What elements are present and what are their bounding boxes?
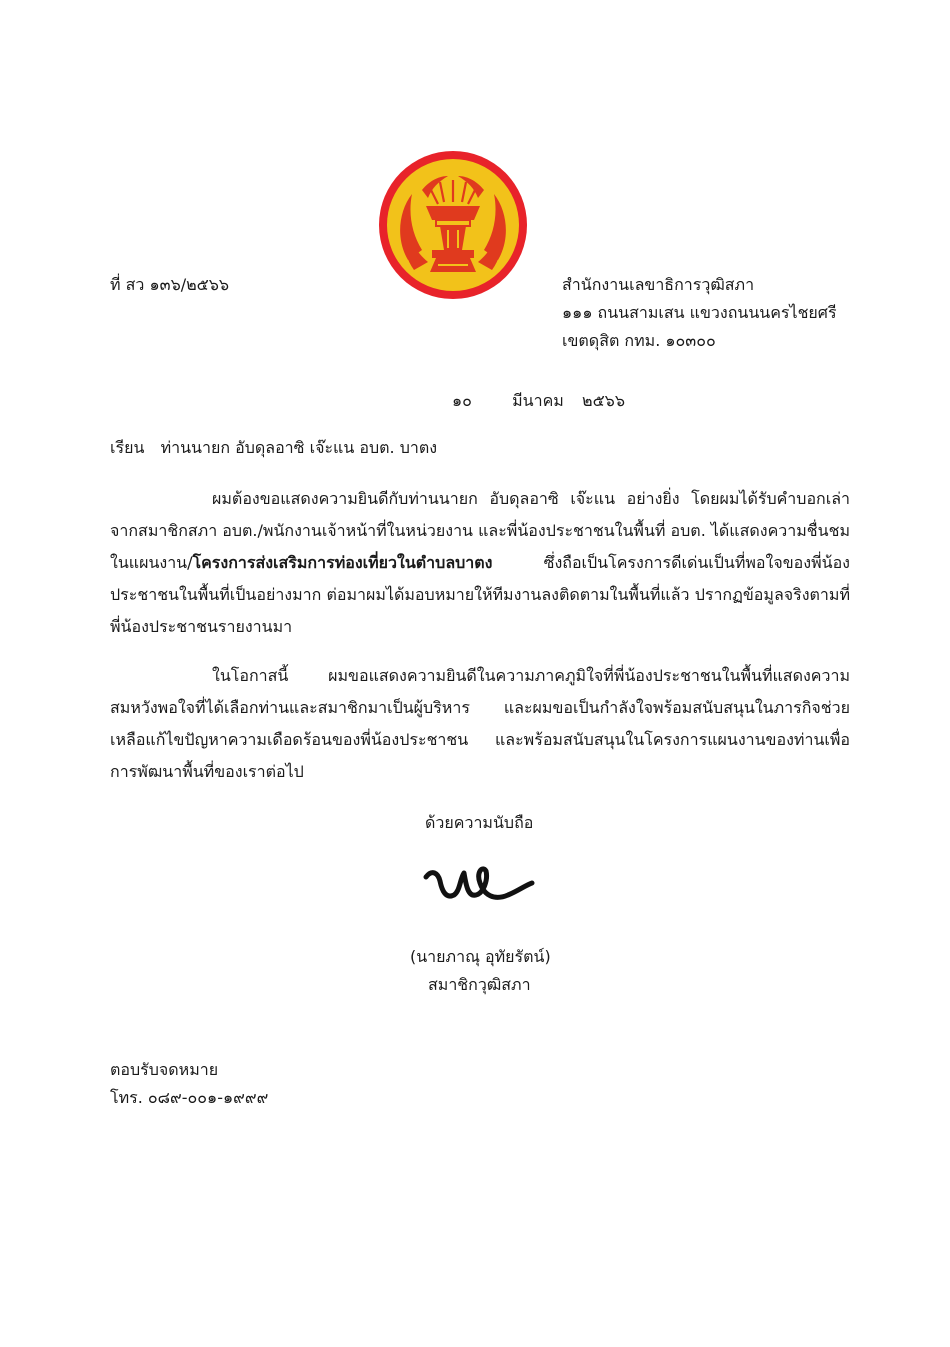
letter-date	[452, 389, 625, 414]
body-paragraph-2	[110, 660, 850, 788]
contact-phone: โทร. ๐๘๙-๐๐๑-๑๙๙๙	[110, 1088, 269, 1107]
paragraph-1-text-a: ผมต้องขอแสดงความยินดีกับท่านนายก อับดุลอาซิ เจ๊ะแน อย่างยิ่ง โดยผมได้รับคำบอกเล่าจากสมาชิกสภา อบต./พนักงานเจ้าหน้าที่ในหน่วยงาน และพี่น้องประชาชนในพื้นที่ อบต. ได้แสดงความชื่นชมในแผนงาน/	[110, 489, 851, 572]
office-name: สำนักงานเลขาธิการวุฒิสภา	[562, 275, 755, 294]
paragraph-2-text: ในโอกาสนี้ ผมขอแสดงความยินดีในความภาคภูมิใจที่พี่น้องประชาชนในพื้นที่แสดงความสมหวังพอใจที่ได้เลือกท่านและสมาชิกมาเป็นผู้บริหาร และผมขอเป็นกำลังใจพร้อมสนับสนุนในภารกิจช่วยเหลือแก้ไขปัญหาความเดือดร้อนของพี่น้องประชาชน และพร้อมสนับสนุนในโครงการแผนงานของท่านเพื่อการพัฒนาพื้นที่ของเราต่อไป	[110, 666, 850, 781]
date-day: ๑๐	[452, 391, 472, 410]
salutation-recipient: ท่านนายก อับดุลอาซิ เจ๊ะแน อบต. บาตง	[160, 438, 438, 457]
date-year: ๒๕๖๖	[582, 391, 625, 410]
office-address-line2: เขตดุสิต กทม. ๑๐๓๐๐	[562, 331, 716, 350]
signer-name: (นายภาณุ อุทัยรัตน์)	[410, 947, 551, 966]
body-paragraph-1	[110, 483, 850, 643]
closing-regards: ด้วยความนับถือ	[425, 813, 534, 832]
paragraph-1-text-b: ซึ่งถือเป็นโครงการดีเด่นเป็นที่พอใจของพี่น้องประชาชนในพื้นที่เป็นอย่างมาก ต่อมาผมได้มอบหมายให้ทีมงานลงติดตามในพื้นที่แล้ว ปรากฏข้อมูลจริงตามที่พี่น้องประชาชนรายงานมา	[110, 553, 850, 636]
reply-label: ตอบรับจดหมาย	[110, 1060, 219, 1079]
parliament-emblem-icon	[378, 150, 528, 300]
salutation-prefix: เรียน	[110, 438, 145, 457]
handwritten-signature-icon	[420, 855, 538, 917]
office-address-line1: ๑๑๑ ถนนสามเสน แขวงถนนนครไชยศรี	[562, 303, 837, 322]
reference-number: ที่ สว ๑๓๖/๒๕๖๖	[110, 275, 230, 294]
signer-title: สมาชิกวุฒิสภา	[428, 975, 531, 994]
date-month: มีนาคม	[512, 391, 564, 410]
salutation	[110, 436, 437, 461]
project-name-bold: โครงการส่งเสริมการท่องเที่ยวในตำบลบาตง	[192, 553, 493, 572]
